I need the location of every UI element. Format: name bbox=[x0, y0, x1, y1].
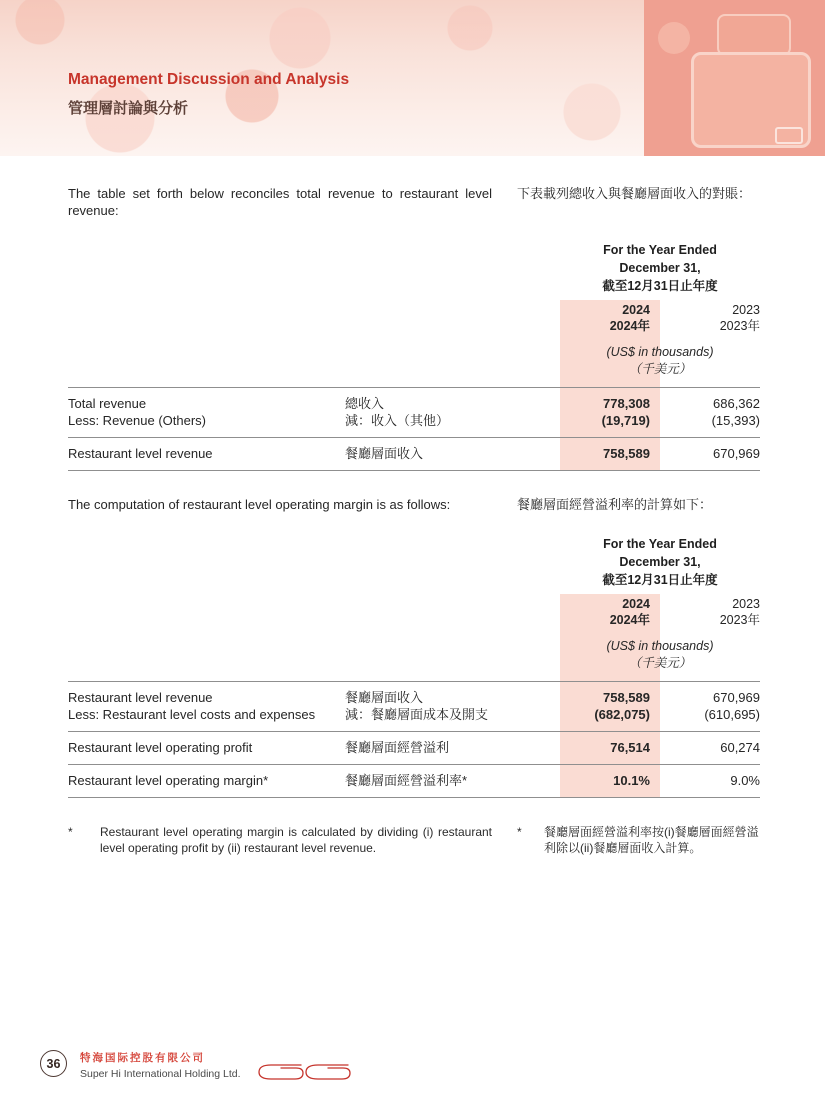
period-line-2: December 31, bbox=[619, 261, 701, 275]
table2-body bbox=[68, 594, 760, 798]
row-label-zh: 總收入 bbox=[345, 396, 385, 411]
period-line-3: 截至12月31日止年度 bbox=[602, 279, 718, 293]
page-title-zh: 管理層討論與分析 bbox=[68, 100, 189, 117]
table-rule bbox=[68, 470, 760, 471]
operating-margin-table bbox=[68, 535, 760, 798]
intro-1-zh: 下表載列總收入與餐廳層面收入的對賬： bbox=[517, 186, 752, 201]
table1-period-header bbox=[560, 241, 760, 295]
period-line-1: For the Year Ended bbox=[603, 243, 717, 257]
footnote-marker: * bbox=[517, 825, 522, 839]
row-label-zh: 餐廳層面收入 bbox=[345, 690, 424, 705]
row-label-en: Total revenue bbox=[68, 396, 147, 411]
unit-note-en: (US$ in thousands) bbox=[606, 639, 714, 653]
footnote-zh bbox=[517, 824, 760, 856]
intro-2-en: The computation of restaurant level operating margin is as follows: bbox=[68, 497, 451, 512]
period-line-3: 截至12月31日止年度 bbox=[602, 573, 718, 587]
revenue-reconciliation-table bbox=[68, 241, 760, 471]
value-2024: 758,589 bbox=[603, 446, 650, 461]
intro-2-zh: 餐廳層面經營溢利率的計算如下： bbox=[517, 497, 713, 512]
value-2023: (15,393) bbox=[711, 413, 760, 428]
table2-group-2 bbox=[68, 732, 760, 764]
value-2023: 9.0% bbox=[730, 773, 760, 788]
header-illustration bbox=[644, 0, 825, 156]
page-content bbox=[68, 156, 760, 856]
table2-group-3 bbox=[68, 765, 760, 797]
table-rule bbox=[68, 797, 760, 798]
year-2023-en: 2023 bbox=[732, 303, 760, 317]
row-label-zh: 餐廳層面收入 bbox=[345, 446, 424, 461]
row-label-en: Restaurant level operating profit bbox=[68, 740, 253, 755]
intro-paragraph-1 bbox=[68, 185, 760, 219]
row-label-en: Restaurant level revenue bbox=[68, 690, 213, 705]
intro-paragraph-2 bbox=[68, 496, 760, 513]
year-2024-en: 2024 bbox=[622, 597, 650, 611]
table2-period-header bbox=[560, 535, 760, 589]
table-row bbox=[68, 706, 760, 723]
row-label-zh: 減：餐廳層面成本及開支 bbox=[345, 707, 489, 722]
period-line-1: For the Year Ended bbox=[603, 537, 717, 551]
unit-note-zh: （千美元） bbox=[628, 656, 692, 670]
value-2023: (610,695) bbox=[704, 707, 760, 722]
table-row bbox=[68, 689, 760, 706]
row-label-zh: 餐廳層面經營溢利 bbox=[345, 740, 450, 755]
table-row bbox=[68, 739, 760, 756]
value-2023: 670,969 bbox=[713, 446, 760, 461]
company-block bbox=[80, 1050, 241, 1080]
page-footer bbox=[40, 1048, 785, 1088]
table1-year-row bbox=[68, 300, 760, 335]
year-2024-zh: 2024年 bbox=[609, 613, 650, 627]
value-2024: (19,719) bbox=[601, 413, 650, 428]
value-2024: 758,589 bbox=[603, 690, 650, 705]
spacer bbox=[68, 596, 560, 628]
unit-note-en: (US$ in thousands) bbox=[606, 345, 714, 359]
illustration-box-small bbox=[717, 14, 791, 56]
year-2024-zh: 2024年 bbox=[609, 319, 650, 333]
table1-group-2 bbox=[68, 438, 760, 470]
page-number-badge: 36 bbox=[40, 1050, 67, 1077]
row-label-zh: 減：收入（其他） bbox=[345, 413, 450, 428]
year-2023-en: 2023 bbox=[732, 597, 760, 611]
row-label-zh: 餐廳層面經營溢利率* bbox=[345, 773, 468, 788]
footnote-text-en: Restaurant level operating margin is calculated by dividing (i) restaurant level operating profit by (ii) restaurant level revenue. bbox=[100, 825, 492, 855]
value-2023: 60,274 bbox=[720, 740, 760, 755]
table2-group-1 bbox=[68, 682, 760, 731]
illustration-circle bbox=[658, 22, 690, 54]
footnote-en bbox=[68, 824, 492, 856]
header-decoration-band bbox=[0, 0, 825, 156]
row-label-en: Less: Revenue (Others) bbox=[68, 413, 207, 428]
year-2023-zh: 2023年 bbox=[719, 319, 760, 333]
column-header-2024 bbox=[560, 596, 660, 628]
company-name-zh: 特海国际控股有限公司 bbox=[80, 1052, 205, 1064]
table2-year-row bbox=[68, 594, 760, 629]
value-2024: 778,308 bbox=[603, 396, 650, 411]
value-2023: 686,362 bbox=[713, 396, 760, 411]
value-2023: 670,969 bbox=[713, 690, 760, 705]
unit-note-zh: （千美元） bbox=[628, 362, 692, 376]
table-row bbox=[68, 412, 760, 429]
table1-body bbox=[68, 300, 760, 471]
column-header-2023 bbox=[660, 302, 760, 334]
year-2024-en: 2024 bbox=[622, 303, 650, 317]
value-2024: (682,075) bbox=[594, 707, 650, 722]
spacer bbox=[68, 302, 560, 334]
footnote-marker: * bbox=[68, 825, 73, 839]
row-label-en: Restaurant level operating margin* bbox=[68, 773, 269, 788]
intro-1-en: The table set forth below reconciles total revenue to restaurant level revenue: bbox=[68, 186, 492, 218]
value-2024: 76,514 bbox=[610, 740, 650, 755]
row-label-en: Less: Restaurant level costs and expenses bbox=[68, 707, 316, 722]
cloud-swirl-icon bbox=[255, 1060, 355, 1084]
table1-group-1 bbox=[68, 388, 760, 437]
footnote-text-zh: 餐廳層面經營溢利率按(i)餐廳層面經營溢利除以(ii)餐廳層面收入計算。 bbox=[544, 825, 759, 855]
period-line-2: December 31, bbox=[619, 555, 701, 569]
value-2024: 10.1% bbox=[613, 773, 650, 788]
company-name-en: Super Hi International Holding Ltd. bbox=[80, 1068, 241, 1080]
column-header-2023 bbox=[660, 596, 760, 628]
footnote bbox=[68, 824, 760, 856]
page-title-en: Management Discussion and Analysis bbox=[68, 71, 350, 88]
year-2023-zh: 2023年 bbox=[719, 613, 760, 627]
illustration-mark bbox=[775, 127, 803, 144]
column-header-2024 bbox=[560, 302, 660, 334]
row-label-en: Restaurant level revenue bbox=[68, 446, 213, 461]
table-row bbox=[68, 772, 760, 789]
table2-unit-note bbox=[560, 638, 760, 672]
table-row bbox=[68, 395, 760, 412]
table-row bbox=[68, 445, 760, 462]
table1-unit-note bbox=[560, 344, 760, 378]
